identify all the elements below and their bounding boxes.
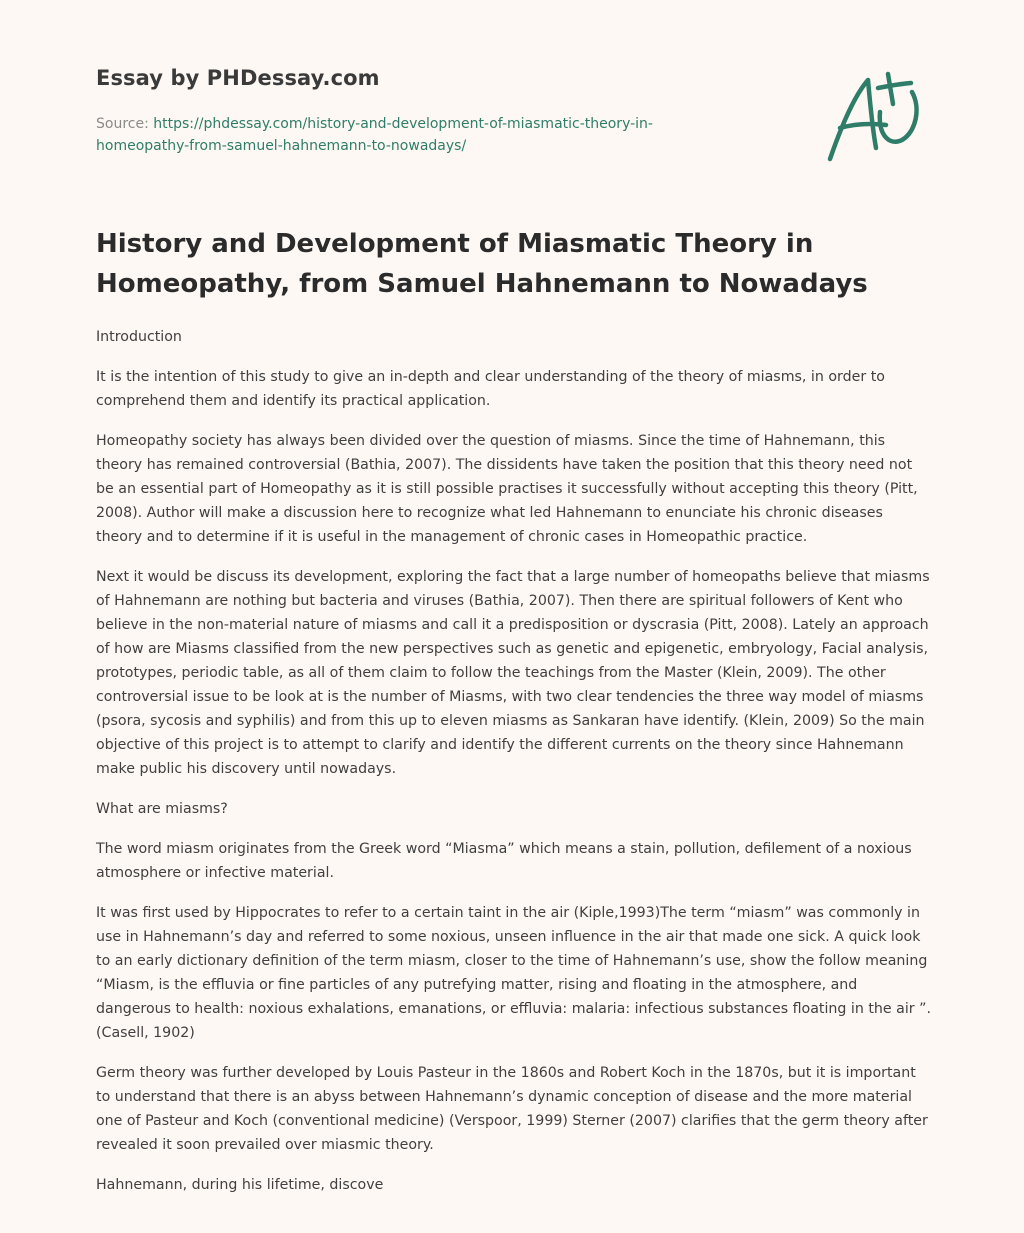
- essay-body: [96, 325, 932, 1213]
- source-label: Source:: [96, 116, 149, 132]
- paragraph: It is the intention of this study to give an in-depth and clear understanding of the theory of miasms, in order to comprehend them and identify its practical application.: [96, 369, 885, 409]
- paragraph-introduction-heading: Introduction: [96, 329, 182, 345]
- paragraph: Homeopathy society has always been divided over the question of miasms. Since the time of Hahnemann, this theory has remained controversial (Bathia, 2007). The dissidents have taken the position that this theory need not be an essential part of Homeopathy as it is still possible practises it successfully without accepting this theory (Pitt, 2008). Author will make a discussion here to recognize what led Hahnemann to enunciate his chronic diseases theory and to determine if it is useful in the management of chronic cases in Homeopathic practice.: [96, 433, 918, 545]
- paragraph: It was first used by Hippocrates to refer to a certain taint in the air (Kiple,1993)The term “miasm” was commonly in use in Hahnemann’s day and referred to some noxious, unseen influence in the air that made one sick. A quick look to an early dictionary definition of the term miasm, closer to the time of Hahnemann’s use, show the follow meaning “Miasm, is the effluvia or fine particles of any putrefying matter, rising and floating in the atmosphere, and dangerous to health: noxious exhalations, emanations, or effluvia: malaria: infectious substances floating in the air ”. (Casell, 1902): [96, 905, 932, 1041]
- source-link[interactable]: [96, 116, 653, 154]
- source-link-line1: https://phdessay.com/history-and-development-of-miasmatic-theory-in-: [153, 116, 653, 132]
- paragraph: Next it would be discuss its development, exploring the fact that a large number of homeopaths believe that miasms of Hahnemann are nothing but bacteria and viruses (Bathia, 2007). Then there are spiritual followers of Kent who believe in the non-material nature of miasms and call it a predisposition or dyscrasia (Pitt, 2008). Lately an approach of how are Miasms classified from the new perspectives such as genetic and epigenetic, embryology, Facial analysis, prototypes, periodic table, as all of them claim to follow the teachings from the Master (Klein, 2009). The other controversial issue to be look at is the number of Miasms, with two clear tendencies the three way model of miasms (psora, sycosis and syphilis) and from this up to eleven miasms as Sankaran have identify. (Klein, 2009) So the main objective of this project is to attempt to clarify and identify the different currents on the theory since Hahnemann make public his discovery until nowadays.: [96, 569, 930, 777]
- source-line: [96, 113, 736, 157]
- paragraph: Germ theory was further developed by Louis Pasteur in the 1860s and Robert Koch in the 1870s, but it is important to understand that there is an abyss between Hahnemann’s dynamic conception of disease and the more material one of Pasteur and Koch (conventional medicine) (Verspoor, 1999) Sterner (2007) clarifies that the germ theory after revealed it soon prevailed over miasmic theory.: [96, 1065, 928, 1153]
- paragraph-truncated: Hahnemann, during his lifetime, discove: [96, 1177, 384, 1193]
- site-title: Essay by PHDessay.com: [96, 66, 380, 90]
- paragraph-miasms-heading: What are miasms?: [96, 801, 228, 817]
- source-link-line2: homeopathy-from-samuel-hahnemann-to-nowadays/: [96, 138, 467, 154]
- essay-title: History and Development of Miasmatic Theory in Homeopathy, from Samuel Hahnemann to Nowadays: [96, 229, 868, 299]
- paragraph: The word miasm originates from the Greek word “Miasma” which means a stain, pollution, defilement of a noxious atmosphere or infective material.: [96, 841, 912, 881]
- a-plus-grade-icon: [820, 66, 932, 166]
